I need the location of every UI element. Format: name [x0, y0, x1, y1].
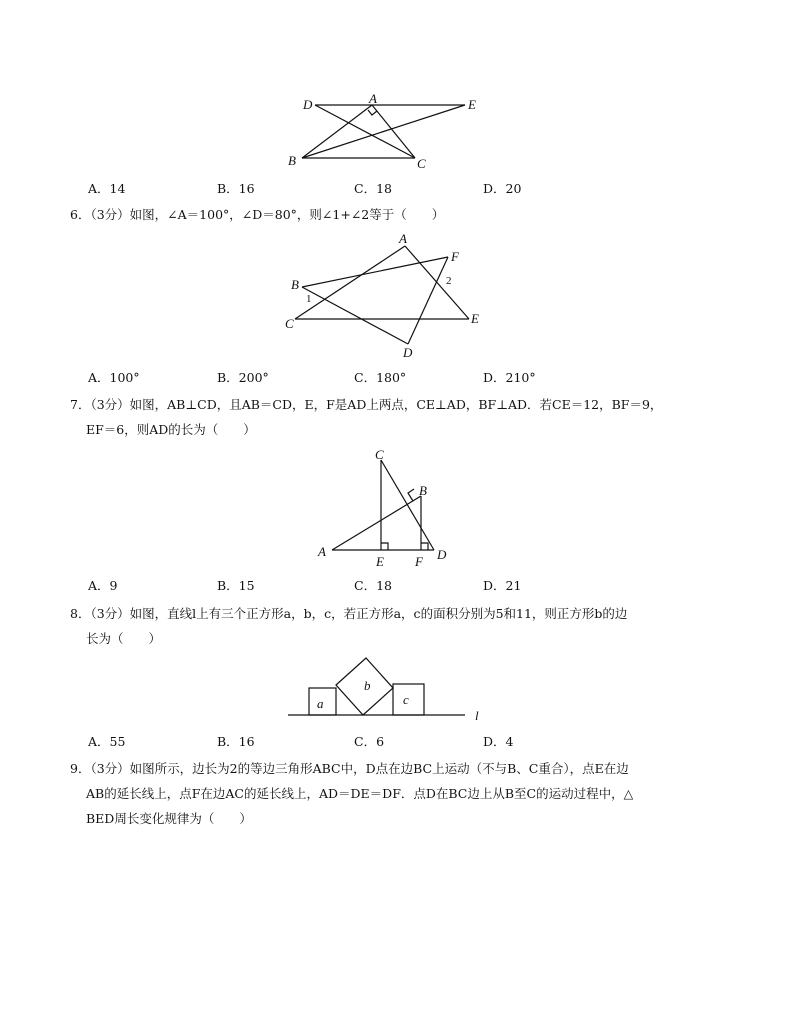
q9-question — [70, 756, 710, 831]
q6-line-bd — [302, 287, 408, 344]
q7-question — [70, 392, 710, 442]
q6-label-b: B — [291, 277, 299, 292]
q5-label-e: E — [468, 97, 476, 112]
q7-diagram — [310, 444, 470, 572]
q9-stem-line-2: AB的延长线上，点F在边AC的延长线上，AD＝DE＝DF．点D在BC边上从B至C的运动过程中，△ — [86, 786, 634, 801]
q7-label-b: B — [419, 483, 427, 498]
q8-question — [70, 601, 710, 651]
q8-label-c: c — [403, 692, 409, 707]
q8-options — [88, 733, 648, 751]
q8-option-b[interactable]: B．16 — [217, 734, 255, 749]
q5-label-c: C — [417, 156, 426, 171]
q7-label-d: D — [437, 547, 447, 562]
q5-label-a: A — [369, 91, 377, 106]
q6-line-bf — [302, 257, 448, 287]
q5-label-b: B — [288, 153, 296, 168]
q8-stem-line-1: 8．（3分）如图，直线l上有三个正方形a，b，c，若正方形a，c的面积分别为5和11，则正方形b的边 — [70, 606, 628, 621]
q6-label-angle-2: 2 — [446, 275, 452, 287]
q7-stem-line-2: EF＝6，则AD的长为（ ） — [86, 422, 256, 437]
q8-option-d[interactable]: D．4 — [483, 734, 514, 749]
q6-line-fd — [408, 257, 448, 344]
q6-option-a[interactable]: A．100° — [88, 370, 140, 385]
q7-option-d[interactable]: D．21 — [483, 578, 522, 593]
q7-right-angle-e — [381, 543, 388, 550]
q7-option-a[interactable]: A．9 — [88, 578, 118, 593]
q5-option-d[interactable]: D．20 — [483, 181, 522, 196]
q6-stem-line-1: 6．（3分）如图，∠A＝100°，∠D＝80°，则∠1+∠2等于（ ） — [70, 207, 445, 222]
q7-options — [88, 577, 648, 595]
q7-right-angle-b — [408, 489, 414, 501]
q6-option-b[interactable]: B．200° — [217, 370, 269, 385]
q5-line-dc — [315, 105, 415, 158]
q6-label-c: C — [285, 316, 294, 331]
q7-option-c[interactable]: C．18 — [354, 578, 392, 593]
q6-label-angle-1: 1 — [306, 293, 312, 305]
q8-label-a: a — [317, 696, 324, 711]
q8-stem-line-2: 长为（ ） — [86, 631, 162, 646]
q7-option-b[interactable]: B．15 — [217, 578, 255, 593]
q6-line-ac — [295, 246, 405, 319]
q8-option-c[interactable]: C．6 — [354, 734, 385, 749]
q6-question — [70, 202, 710, 227]
q8-label-b: b — [364, 678, 371, 693]
q6-line-ae — [405, 246, 469, 319]
q5-line-ba — [302, 105, 372, 158]
q5-diagram — [280, 92, 500, 172]
q9-stem-line-3: BED周长变化规律为（ ） — [86, 811, 252, 826]
q6-option-c[interactable]: C．180° — [354, 370, 407, 385]
q7-label-c: C — [375, 447, 384, 462]
q7-label-e: E — [376, 554, 384, 569]
q8-option-a[interactable]: A．55 — [88, 734, 126, 749]
q6-option-d[interactable]: D．210° — [483, 370, 536, 385]
q7-label-a: A — [318, 544, 326, 559]
q5-options — [88, 180, 648, 198]
q9-stem-line-1: 9．（3分）如图所示，边长为2的等边三角形ABC中，D点在边BC上运动（不与B、C重合），点E在边 — [70, 761, 629, 776]
q8-figure — [280, 652, 500, 726]
q5-label-d: D — [303, 97, 313, 112]
q5-figure — [280, 92, 500, 172]
q6-diagram — [280, 230, 500, 362]
q7-right-angle-f — [421, 543, 428, 550]
q7-line-ab — [332, 496, 421, 550]
q5-option-a[interactable]: A．14 — [88, 181, 126, 196]
q6-label-f: F — [451, 249, 459, 264]
q5-right-angle-mark — [368, 110, 377, 115]
q6-label-d: D — [403, 345, 413, 360]
q6-label-a: A — [399, 231, 407, 246]
q7-stem-line-1: 7．（3分）如图，AB⊥CD，且AB＝CD，E，F是AD上两点，CE⊥AD，BF⊥AD．若CE＝12，BF＝9， — [70, 397, 663, 412]
q8-diagram — [280, 652, 500, 726]
q6-figure — [280, 230, 500, 362]
q7-label-f: F — [415, 554, 423, 569]
q7-figure — [310, 444, 470, 572]
q6-label-e: E — [471, 311, 479, 326]
q6-options — [88, 369, 648, 387]
q5-line-be — [302, 105, 465, 158]
q5-option-b[interactable]: B．16 — [217, 181, 255, 196]
q5-line-ac — [372, 105, 415, 158]
q7-line-cd — [381, 460, 434, 550]
q8-label-l: l — [475, 708, 479, 723]
q5-option-c[interactable]: C．18 — [354, 181, 392, 196]
